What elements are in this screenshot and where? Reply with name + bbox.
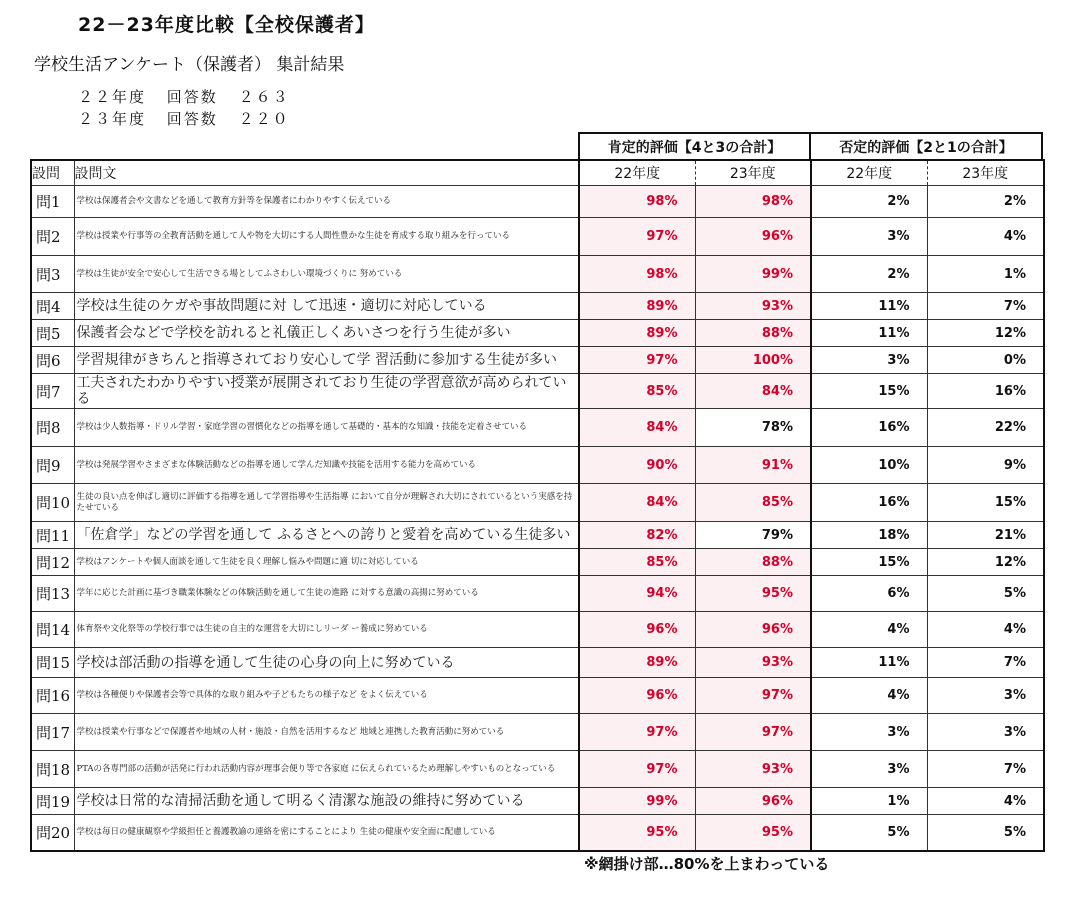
positive-23-value: 100% xyxy=(695,347,811,374)
question-number: 問20 xyxy=(31,815,74,851)
positive-22-value: 84% xyxy=(579,484,695,522)
table-row xyxy=(31,447,1044,484)
negative-23-value: 9% xyxy=(927,447,1044,484)
positive-eval-header: 肯定的評価【4と3の合計】 xyxy=(578,132,811,159)
negative-22-value: 4% xyxy=(811,678,927,714)
positive-23-value: 93% xyxy=(695,293,811,320)
positive-22-value: 89% xyxy=(579,648,695,678)
negative-23-value: 5% xyxy=(927,576,1044,612)
negative-22-value: 11% xyxy=(811,648,927,678)
negative-23-value: 3% xyxy=(927,714,1044,751)
positive-22-value: 84% xyxy=(579,409,695,447)
question-text: 生徒の良い点を伸ばし適切に評価する指導を通して学習指導や生活指導 において自分が理解され大切にされているという実感を持たせている xyxy=(74,484,579,522)
col-header-negative-22: 22年度 xyxy=(811,160,927,186)
negative-22-value: 2% xyxy=(811,186,927,218)
question-text: 保護者会などで学校を訪れると礼儀正しくあいさつを行う生徒が多い xyxy=(74,320,579,347)
page-title: 22－23年度比較【全校保護者】 xyxy=(78,14,375,36)
negative-22-value: 15% xyxy=(811,549,927,576)
question-number: 問1 xyxy=(31,186,74,218)
question-number: 問4 xyxy=(31,293,74,320)
response-count-23 xyxy=(78,108,304,129)
question-number: 問9 xyxy=(31,447,74,484)
question-text: 体育祭や文化祭等の学校行事では生徒の自主的な運営を大切にしリーダ ー養成に努めている xyxy=(74,612,579,648)
negative-23-value: 12% xyxy=(927,320,1044,347)
table-row xyxy=(31,347,1044,374)
negative-23-value: 5% xyxy=(927,815,1044,851)
positive-23-value: 99% xyxy=(695,256,811,293)
positive-22-value: 96% xyxy=(579,612,695,648)
page-subtitle: 学校生活アンケート（保護者） 集計結果 xyxy=(34,55,345,75)
positive-23-value: 95% xyxy=(695,815,811,851)
negative-23-value: 15% xyxy=(927,484,1044,522)
negative-22-value: 15% xyxy=(811,374,927,409)
positive-23-value: 93% xyxy=(695,751,811,788)
negative-22-value: 3% xyxy=(811,347,927,374)
table-row xyxy=(31,576,1044,612)
negative-22-value: 1% xyxy=(811,788,927,815)
table-row xyxy=(31,320,1044,347)
positive-22-value: 99% xyxy=(579,788,695,815)
question-text: 「佐倉学」などの学習を通して ふるさとへの誇りと愛着を高めている生徒多い xyxy=(74,522,579,549)
question-number: 問8 xyxy=(31,409,74,447)
table-row xyxy=(31,678,1044,714)
positive-23-value: 96% xyxy=(695,788,811,815)
table-row xyxy=(31,751,1044,788)
positive-22-value: 96% xyxy=(579,678,695,714)
negative-23-value: 2% xyxy=(927,186,1044,218)
positive-22-value: 94% xyxy=(579,576,695,612)
positive-22-value: 89% xyxy=(579,293,695,320)
question-number: 問19 xyxy=(31,788,74,815)
question-number: 問10 xyxy=(31,484,74,522)
negative-22-value: 6% xyxy=(811,576,927,612)
survey-results-table xyxy=(30,159,1045,852)
table-row xyxy=(31,648,1044,678)
response-label: 回答数 xyxy=(166,88,218,106)
negative-22-value: 10% xyxy=(811,447,927,484)
question-number: 問2 xyxy=(31,218,74,256)
positive-23-value: 96% xyxy=(695,612,811,648)
table-row xyxy=(31,484,1044,522)
negative-23-value: 4% xyxy=(927,612,1044,648)
positive-23-value: 91% xyxy=(695,447,811,484)
positive-22-value: 95% xyxy=(579,815,695,851)
positive-22-value: 82% xyxy=(579,522,695,549)
positive-23-value: 84% xyxy=(695,374,811,409)
question-text: 学校は少人数指導・ドリル学習・家庭学習の習慣化などの指導を通して基礎的・基本的な知識・技能を定着させている xyxy=(74,409,579,447)
negative-23-value: 16% xyxy=(927,374,1044,409)
question-text: PTAの各専門部の活動が活発に行われ活動内容が理事会便り等で各家庭 に伝えられているため理解しやすいものとなっている xyxy=(74,751,579,788)
question-text: 学校は各種便りや保護者会等で具体的な取り組みや子どもたちの様子など をよく伝えている xyxy=(74,678,579,714)
positive-23-value: 96% xyxy=(695,218,811,256)
table-row xyxy=(31,612,1044,648)
negative-23-value: 0% xyxy=(927,347,1044,374)
col-header-negative-23: 23年度 xyxy=(927,160,1044,186)
positive-22-value: 97% xyxy=(579,218,695,256)
response-label: 回答数 xyxy=(166,110,218,128)
negative-22-value: 3% xyxy=(811,751,927,788)
question-text: 工夫されたわかりやすい授業が展開されており生徒の学習意欲が高められている xyxy=(74,374,579,409)
table-row xyxy=(31,788,1044,815)
col-header-question: 設問 xyxy=(31,160,74,186)
question-text: 学校は授業や行事等の全教育活動を通して人や物を大切にする人間性豊かな生徒を育成する取り組みを行っている xyxy=(74,218,579,256)
positive-23-value: 88% xyxy=(695,549,811,576)
question-text: 学校はアンケートや個人面談を通して生徒を良く理解し悩みや問題に適 切に対応している xyxy=(74,549,579,576)
positive-22-value: 98% xyxy=(579,186,695,218)
question-number: 問15 xyxy=(31,648,74,678)
negative-22-value: 18% xyxy=(811,522,927,549)
negative-22-value: 4% xyxy=(811,612,927,648)
question-number: 問14 xyxy=(31,612,74,648)
table-row xyxy=(31,815,1044,851)
question-number: 問6 xyxy=(31,347,74,374)
table-row xyxy=(31,293,1044,320)
col-header-positive-22: 22年度 xyxy=(579,160,695,186)
table-row xyxy=(31,374,1044,409)
negative-23-value: 7% xyxy=(927,293,1044,320)
negative-23-value: 21% xyxy=(927,522,1044,549)
positive-22-value: 97% xyxy=(579,347,695,374)
footnote: ※網掛け部…80%を上まわっている xyxy=(584,855,830,873)
negative-22-value: 16% xyxy=(811,409,927,447)
negative-23-value: 12% xyxy=(927,549,1044,576)
positive-23-value: 95% xyxy=(695,576,811,612)
positive-22-value: 97% xyxy=(579,751,695,788)
negative-22-value: 3% xyxy=(811,218,927,256)
negative-22-value: 11% xyxy=(811,320,927,347)
table-row xyxy=(31,522,1044,549)
negative-23-value: 4% xyxy=(927,788,1044,815)
question-text: 学習規律がきちんと指導されており安心して学 習活動に参加する生徒が多い xyxy=(74,347,579,374)
table-header-row xyxy=(31,160,1044,186)
negative-23-value: 7% xyxy=(927,648,1044,678)
question-number: 問13 xyxy=(31,576,74,612)
question-number: 問18 xyxy=(31,751,74,788)
positive-22-value: 97% xyxy=(579,714,695,751)
question-text: 学校は日常的な清掃活動を通して明るく清潔な施設の維持に努めている xyxy=(74,788,579,815)
negative-23-value: 7% xyxy=(927,751,1044,788)
question-number: 問17 xyxy=(31,714,74,751)
response-year: ２３年度 xyxy=(78,110,147,128)
negative-23-value: 4% xyxy=(927,218,1044,256)
positive-23-value: 93% xyxy=(695,648,811,678)
question-number: 問5 xyxy=(31,320,74,347)
col-header-question-text: 設問文 xyxy=(74,160,579,186)
table-row xyxy=(31,714,1044,751)
question-number: 問16 xyxy=(31,678,74,714)
positive-23-value: 98% xyxy=(695,186,811,218)
positive-22-value: 89% xyxy=(579,320,695,347)
table-row xyxy=(31,256,1044,293)
question-text: 学校は発展学習やさまざまな体験活動などの指導を通して学んだ知識や技能を活用する能力を高めている xyxy=(74,447,579,484)
positive-22-value: 85% xyxy=(579,374,695,409)
negative-22-value: 2% xyxy=(811,256,927,293)
negative-23-value: 1% xyxy=(927,256,1044,293)
question-text: 学校は部活動の指導を通して生徒の心身の向上に努めている xyxy=(74,648,579,678)
negative-22-value: 3% xyxy=(811,714,927,751)
question-text: 学校は保護者会や文書などを通して教育方針等を保護者にわかりやすく伝えている xyxy=(74,186,579,218)
question-text: 学校は毎日の健康観察や学級担任と養護教諭の連絡を密にすることにより 生徒の健康や安全面に配慮している xyxy=(74,815,579,851)
positive-23-value: 97% xyxy=(695,678,811,714)
negative-23-value: 3% xyxy=(927,678,1044,714)
positive-23-value: 78% xyxy=(695,409,811,447)
question-number: 問11 xyxy=(31,522,74,549)
positive-23-value: 85% xyxy=(695,484,811,522)
negative-22-value: 16% xyxy=(811,484,927,522)
response-count-22 xyxy=(78,86,304,107)
question-text: 学校は生徒が安全で安心して生活できる場としてふさわしい環境づくりに 努めている xyxy=(74,256,579,293)
question-text: 学校は生徒のケガや事故問題に対 して迅速・適切に対応している xyxy=(74,293,579,320)
positive-22-value: 98% xyxy=(579,256,695,293)
response-count: ２２０ xyxy=(238,110,290,128)
question-text: 学校は授業や行事などで保護者や地域の人材・施設・自然を活用するなど 地域と連携した教育活動に努めている xyxy=(74,714,579,751)
question-number: 問7 xyxy=(31,374,74,409)
negative-22-value: 11% xyxy=(811,293,927,320)
negative-23-value: 22% xyxy=(927,409,1044,447)
positive-23-value: 88% xyxy=(695,320,811,347)
question-text: 学年に応じた計画に基づき職業体験などの体験活動を通して生徒の進路 に対する意識の高揚に努めている xyxy=(74,576,579,612)
response-year: ２２年度 xyxy=(78,88,147,106)
table-row xyxy=(31,218,1044,256)
negative-22-value: 5% xyxy=(811,815,927,851)
response-count: ２６３ xyxy=(238,88,290,106)
positive-22-value: 90% xyxy=(579,447,695,484)
table-row xyxy=(31,409,1044,447)
col-header-positive-23: 23年度 xyxy=(695,160,811,186)
question-number: 問3 xyxy=(31,256,74,293)
positive-23-value: 79% xyxy=(695,522,811,549)
positive-22-value: 85% xyxy=(579,549,695,576)
negative-eval-header: 否定的評価【2と1の合計】 xyxy=(809,132,1043,159)
question-number: 問12 xyxy=(31,549,74,576)
positive-23-value: 97% xyxy=(695,714,811,751)
table-row xyxy=(31,186,1044,218)
table-row xyxy=(31,549,1044,576)
